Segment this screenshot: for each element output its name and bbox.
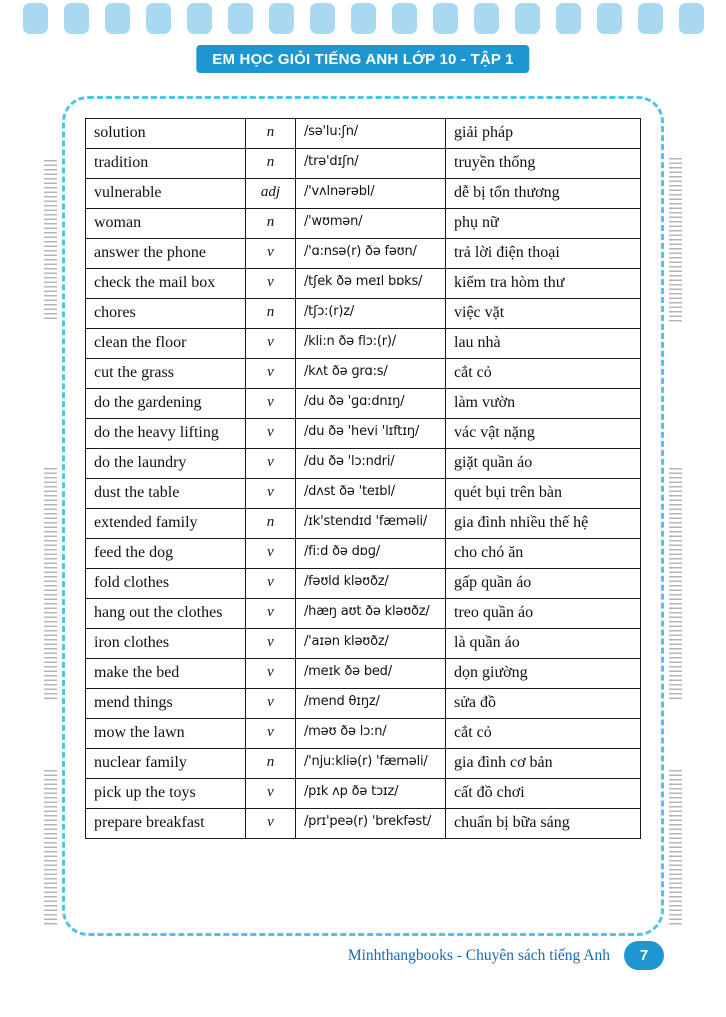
cell-pos: v xyxy=(246,359,296,389)
top-decorative-tabs xyxy=(0,3,726,34)
cell-meaning: quét bụi trên bàn xyxy=(446,479,641,509)
cell-word: tradition xyxy=(86,149,246,179)
vocab-row xyxy=(86,359,641,389)
vocab-row xyxy=(86,509,641,539)
footer-text: Minhthangbooks - Chuyên sách tiếng Anh xyxy=(347,947,610,964)
cell-pos: n xyxy=(246,509,296,539)
cell-meaning: cắt cỏ xyxy=(446,719,641,749)
cell-ipa: /fəʊld kləʊðz/ xyxy=(296,569,446,599)
cell-ipa: /du ðə 'lɔ:ndri/ xyxy=(296,449,446,479)
cell-ipa: /'ɑ:nsə(r) ðə fəʊn/ xyxy=(296,239,446,269)
page-number-badge: 7 xyxy=(624,941,664,970)
cell-ipa: /ɪk'stendɪd 'fæməli/ xyxy=(296,509,446,539)
tab-decoration xyxy=(228,3,253,34)
content-frame xyxy=(62,96,664,936)
vocab-table-body xyxy=(86,119,641,839)
cell-pos: adj xyxy=(246,179,296,209)
tab-decoration xyxy=(105,3,130,34)
cell-meaning: giải pháp xyxy=(446,119,641,149)
tab-decoration xyxy=(187,3,212,34)
tab-decoration xyxy=(64,3,89,34)
tab-decoration xyxy=(269,3,294,34)
vocab-row xyxy=(86,569,641,599)
tab-decoration xyxy=(146,3,171,34)
vocab-row xyxy=(86,179,641,209)
cell-pos: n xyxy=(246,119,296,149)
cell-pos: v xyxy=(246,389,296,419)
cell-word: mow the lawn xyxy=(86,719,246,749)
tab-decoration xyxy=(515,3,540,34)
cell-pos: v xyxy=(246,629,296,659)
cell-meaning: dọn giường xyxy=(446,659,641,689)
cell-ipa: /kʌt ðə ɡrɑ:s/ xyxy=(296,359,446,389)
cell-meaning: gia đình cơ bản xyxy=(446,749,641,779)
vocab-row xyxy=(86,749,641,779)
cell-word: make the bed xyxy=(86,659,246,689)
cell-word: solution xyxy=(86,119,246,149)
cell-meaning: cất đồ chơi xyxy=(446,779,641,809)
right-stripes-decoration xyxy=(669,468,682,700)
cell-meaning: kiểm tra hòm thư xyxy=(446,269,641,299)
tab-decoration xyxy=(679,3,704,34)
cell-meaning: gia đình nhiều thế hệ xyxy=(446,509,641,539)
vocab-row xyxy=(86,719,641,749)
vocab-row xyxy=(86,239,641,269)
cell-pos: v xyxy=(246,809,296,839)
cell-ipa: /prɪ'peə(r) 'brekfəst/ xyxy=(296,809,446,839)
cell-word: do the laundry xyxy=(86,449,246,479)
cell-meaning: trả lời điện thoại xyxy=(446,239,641,269)
cell-ipa: /mend θɪŋz/ xyxy=(296,689,446,719)
tab-decoration xyxy=(556,3,581,34)
vocab-row xyxy=(86,479,641,509)
cell-meaning: việc vặt xyxy=(446,299,641,329)
vocab-table xyxy=(85,118,641,839)
vocab-row xyxy=(86,779,641,809)
cell-ipa: /dʌst ðə 'teɪbl/ xyxy=(296,479,446,509)
vocab-row xyxy=(86,329,641,359)
vocab-row xyxy=(86,599,641,629)
cell-word: mend things xyxy=(86,689,246,719)
left-stripes-decoration xyxy=(44,770,57,926)
cell-meaning: gấp quần áo xyxy=(446,569,641,599)
vocab-row xyxy=(86,419,641,449)
vocab-row xyxy=(86,539,641,569)
vocab-row xyxy=(86,209,641,239)
cell-meaning: truyền thống xyxy=(446,149,641,179)
cell-pos: v xyxy=(246,329,296,359)
vocab-row xyxy=(86,149,641,179)
cell-ipa: /'wʊmən/ xyxy=(296,209,446,239)
vocab-row xyxy=(86,689,641,719)
cell-word: feed the dog xyxy=(86,539,246,569)
vocab-row xyxy=(86,659,641,689)
cell-word: answer the phone xyxy=(86,239,246,269)
cell-meaning: dễ bị tổn thương xyxy=(446,179,641,209)
cell-word: extended family xyxy=(86,509,246,539)
cell-word: prepare breakfast xyxy=(86,809,246,839)
cell-ipa: /sə'lu:ʃn/ xyxy=(296,119,446,149)
cell-pos: n xyxy=(246,209,296,239)
cell-word: hang out the clothes xyxy=(86,599,246,629)
cell-pos: n xyxy=(246,149,296,179)
cell-word: iron clothes xyxy=(86,629,246,659)
tab-decoration xyxy=(638,3,663,34)
cell-pos: n xyxy=(246,749,296,779)
tab-decoration xyxy=(597,3,622,34)
cell-meaning: sửa đồ xyxy=(446,689,641,719)
cell-pos: v xyxy=(246,659,296,689)
cell-meaning: là quần áo xyxy=(446,629,641,659)
cell-meaning: giặt quần áo xyxy=(446,449,641,479)
cell-pos: v xyxy=(246,539,296,569)
cell-ipa: /'aɪən kləʊðz/ xyxy=(296,629,446,659)
tab-decoration xyxy=(23,3,48,34)
cell-pos: v xyxy=(246,269,296,299)
cell-pos: v xyxy=(246,779,296,809)
page-title: EM HỌC GIỎI TIẾNG ANH LỚP 10 - TẬP 1 xyxy=(196,45,529,73)
left-stripes-decoration xyxy=(44,160,57,322)
cell-word: do the gardening xyxy=(86,389,246,419)
cell-ipa: /du ðə 'hevi 'lɪftɪŋ/ xyxy=(296,419,446,449)
vocab-row xyxy=(86,119,641,149)
tab-decoration xyxy=(433,3,458,34)
cell-word: cut the grass xyxy=(86,359,246,389)
cell-ipa: /trə'dɪʃn/ xyxy=(296,149,446,179)
cell-meaning: phụ nữ xyxy=(446,209,641,239)
cell-ipa: /'vʌlnərəbl/ xyxy=(296,179,446,209)
cell-word: check the mail box xyxy=(86,269,246,299)
cell-pos: v xyxy=(246,479,296,509)
cell-word: chores xyxy=(86,299,246,329)
vocab-row xyxy=(86,809,641,839)
right-stripes-decoration xyxy=(669,770,682,926)
cell-meaning: làm vườn xyxy=(446,389,641,419)
cell-meaning: lau nhà xyxy=(446,329,641,359)
left-stripes-decoration xyxy=(44,468,57,700)
cell-meaning: cho chó ăn xyxy=(446,539,641,569)
cell-word: dust the table xyxy=(86,479,246,509)
vocab-row xyxy=(86,299,641,329)
vocab-row xyxy=(86,269,641,299)
cell-pos: v xyxy=(246,689,296,719)
cell-ipa: /du ðə 'ɡɑ:dnɪŋ/ xyxy=(296,389,446,419)
cell-ipa: /məʊ ðə lɔ:n/ xyxy=(296,719,446,749)
tab-decoration xyxy=(392,3,417,34)
cell-pos: v xyxy=(246,449,296,479)
cell-pos: n xyxy=(246,299,296,329)
cell-meaning: cắt cỏ xyxy=(446,359,641,389)
cell-word: nuclear family xyxy=(86,749,246,779)
cell-word: woman xyxy=(86,209,246,239)
cell-pos: v xyxy=(246,419,296,449)
cell-pos: v xyxy=(246,239,296,269)
vocab-row xyxy=(86,389,641,419)
vocab-row xyxy=(86,449,641,479)
cell-ipa: /kli:n ðə flɔ:(r)/ xyxy=(296,329,446,359)
cell-ipa: /fi:d ðə dɒɡ/ xyxy=(296,539,446,569)
cell-ipa: /tʃek ðə meɪl bɒks/ xyxy=(296,269,446,299)
cell-word: fold clothes xyxy=(86,569,246,599)
cell-word: pick up the toys xyxy=(86,779,246,809)
cell-meaning: chuẩn bị bữa sáng xyxy=(446,809,641,839)
cell-word: vulnerable xyxy=(86,179,246,209)
cell-word: clean the floor xyxy=(86,329,246,359)
tab-decoration xyxy=(474,3,499,34)
cell-ipa: /hæŋ aʊt ðə kləʊðz/ xyxy=(296,599,446,629)
vocab-row xyxy=(86,629,641,659)
cell-meaning: vác vật nặng xyxy=(446,419,641,449)
cell-ipa: /tʃɔ:(r)z/ xyxy=(296,299,446,329)
cell-word: do the heavy lifting xyxy=(86,419,246,449)
cell-pos: v xyxy=(246,719,296,749)
cell-ipa: /'nju:kliə(r) 'fæməli/ xyxy=(296,749,446,779)
cell-ipa: /meɪk ðə bed/ xyxy=(296,659,446,689)
right-stripes-decoration xyxy=(669,158,682,322)
cell-pos: v xyxy=(246,569,296,599)
tab-decoration xyxy=(310,3,335,34)
tab-decoration xyxy=(351,3,376,34)
cell-pos: v xyxy=(246,599,296,629)
cell-ipa: /pɪk ʌp ðə tɔɪz/ xyxy=(296,779,446,809)
cell-meaning: treo quần áo xyxy=(446,599,641,629)
